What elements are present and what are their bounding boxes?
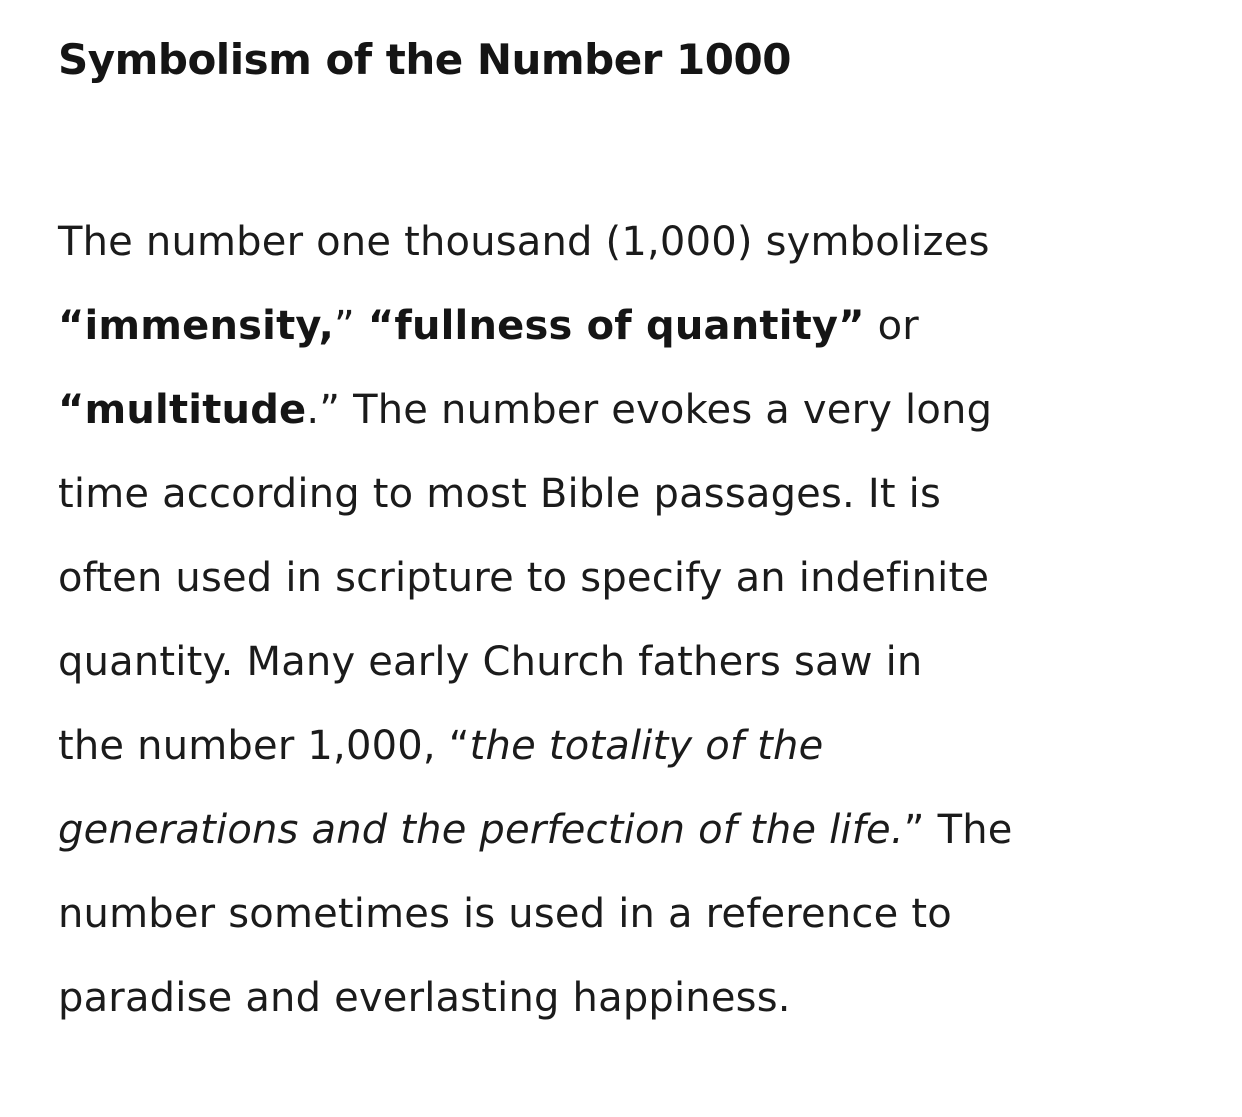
paragraph-line-3: “multitude.” The number evokes a very long (58, 387, 993, 433)
quote-mark: “ (58, 387, 85, 433)
paragraph-line-5: often used in scripture to specify an indefinite (58, 555, 990, 601)
paragraph-line-10: paradise and everlasting happiness. (58, 975, 791, 1021)
bold-term-immensity: immensity, (84, 303, 334, 349)
paragraph-line-6: quantity. Many early Church fathers saw in (58, 639, 923, 685)
section-heading: Symbolism of the Number 1000 (58, 35, 791, 84)
quote-mark: “ (367, 303, 395, 349)
paragraph-line-1: The number one thousand (1,000) symbolizes (58, 219, 990, 265)
italic-quote: the totality of the (469, 723, 824, 769)
body-paragraph (58, 200, 1208, 1040)
article (58, 0, 1208, 1040)
quote-mark: “ (58, 303, 85, 349)
quote-mark: ” (333, 303, 355, 349)
paragraph-line-2: “immensity,” “fullness of quantity” or (58, 303, 919, 349)
paragraph-line-8: generations and the perfection of the life.” The (58, 807, 1013, 853)
italic-quote: generations and the perfection of the life. (58, 807, 904, 853)
paragraph-line-9: number sometimes is used in a reference to (58, 891, 952, 937)
paragraph-line-7: the number 1,000, “the totality of the (58, 723, 824, 769)
bold-term-fullness: fullness of quantity (394, 303, 839, 349)
quote-mark: ” (838, 303, 865, 349)
paragraph-line-4: time according to most Bible passages. It is (58, 471, 941, 517)
bold-term-multitude: multitude (84, 387, 307, 433)
